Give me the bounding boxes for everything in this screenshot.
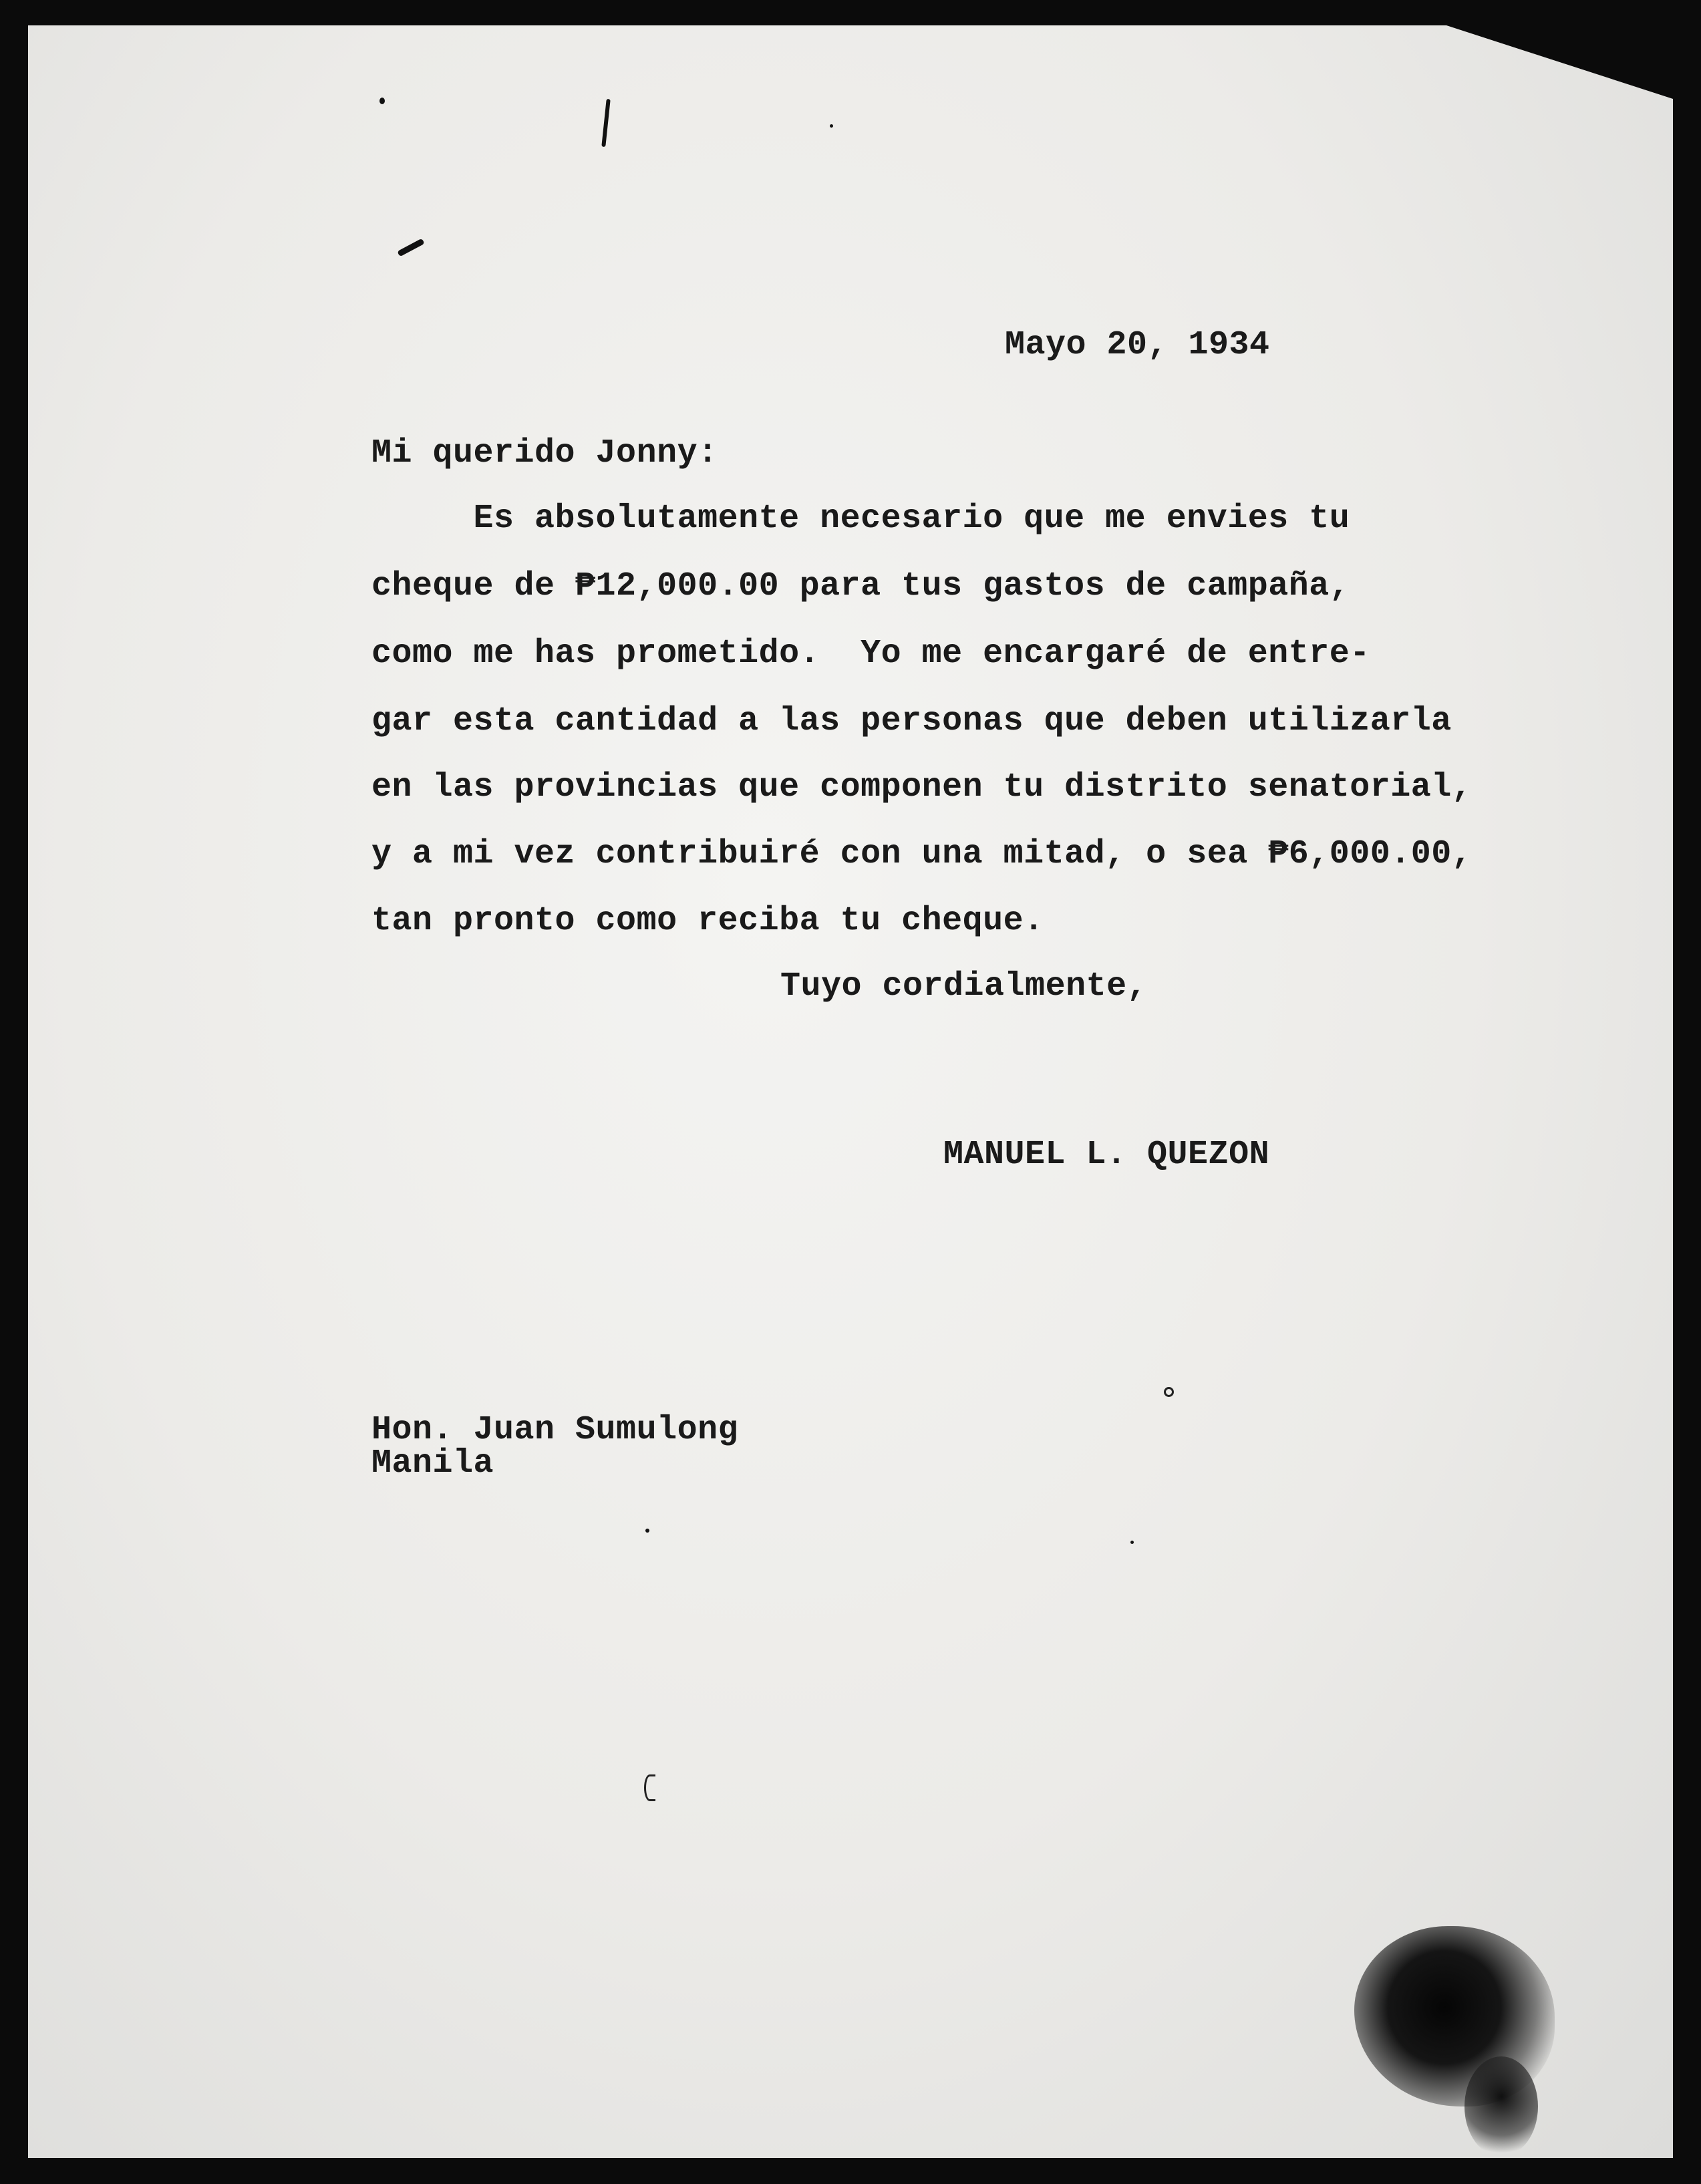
paper-sheet: [28, 25, 1673, 2158]
recipient-name: Hon. Juan Sumulong: [371, 1411, 739, 1449]
letter-salutation: Mi querido Jonny:: [371, 434, 718, 472]
recipient-city: Manila: [371, 1444, 494, 1483]
ink-speck: [1130, 1541, 1134, 1544]
ink-speck: [1164, 1387, 1174, 1397]
body-line: Es absolutamente necesario que me envies tu: [371, 500, 1350, 538]
body-line: y a mi vez contribuiré con una mitad, o sea ₱6,000.00,: [371, 835, 1473, 873]
signature-name: MANUEL L. QUEZON: [943, 1136, 1270, 1174]
ink-speck: [379, 98, 385, 104]
body-line: en las provincias que componen tu distrito senatorial,: [371, 768, 1473, 806]
ink-mark: [601, 99, 610, 147]
body-line: tan pronto como reciba tu cheque.: [371, 902, 1044, 940]
body-line: cheque de ₱12,000.00 para tus gastos de campaña,: [371, 567, 1350, 605]
body-line: gar esta cantidad a las personas que deben utilizarla: [371, 702, 1452, 740]
letter-date: Mayo 20, 1934: [1005, 326, 1270, 364]
ink-mark: [397, 239, 424, 257]
ink-blot: [1464, 2056, 1538, 2157]
body-line: como me has prometido. Yo me encargaré de entre-: [371, 635, 1370, 673]
ink-speck: [645, 1529, 649, 1533]
ink-speck: [830, 124, 833, 128]
ink-mark: [644, 1774, 655, 1801]
letter-closing: Tuyo cordialmente,: [780, 967, 1148, 1005]
